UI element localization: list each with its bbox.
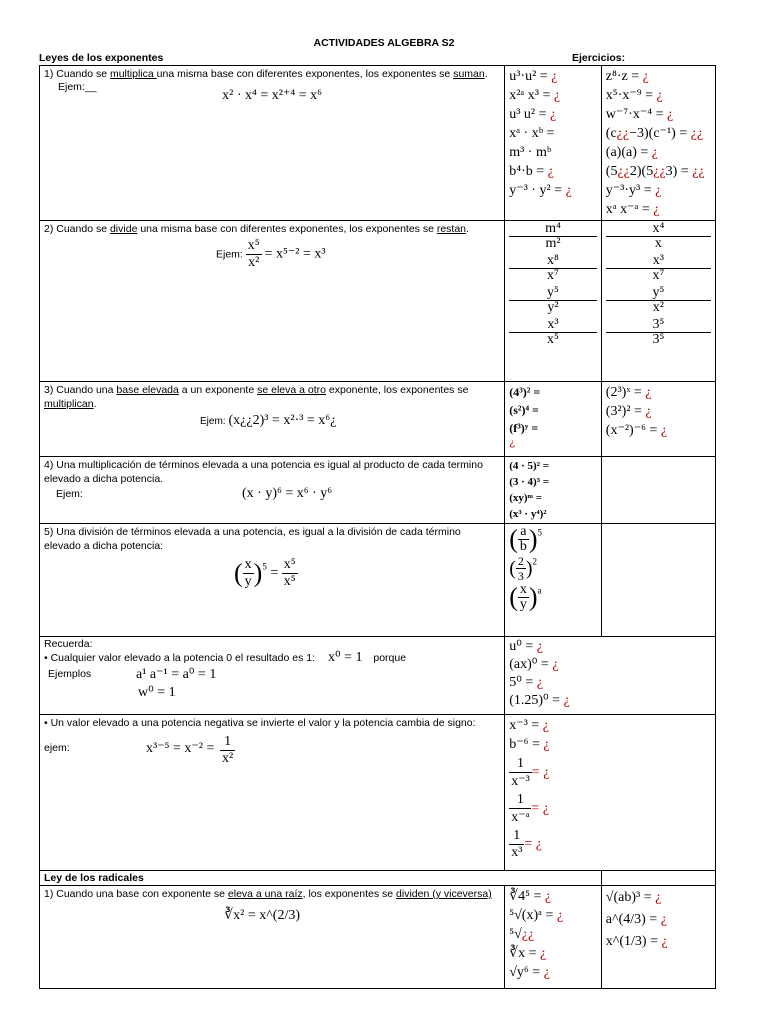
law4-example: Ejem: (x · y)⁶ = x⁶ · y⁶ xyxy=(56,486,333,501)
exercise-item: y⁻³ · y² = ¿ xyxy=(509,183,572,198)
law4-exercises-a xyxy=(505,457,602,524)
exercise-item: (c¿¿−3)(c⁻¹) = ¿¿ xyxy=(605,126,704,141)
exercise-item: (4 · 5)² = xyxy=(509,460,550,472)
exercise-item: b⁻⁶ = ¿ xyxy=(509,737,550,752)
exercise-item: (2³)ˣ = ¿ xyxy=(605,385,652,400)
exercise-item: m³ · mᵇ xyxy=(509,145,552,160)
zero-exponent-rule: • Cualquier valor elevado a la potencia 0 el resultado es 1: x⁰ = 1 porque xyxy=(44,650,407,665)
law2-exercises-b xyxy=(601,221,715,382)
exercise-item: √y⁶ = ¿ xyxy=(509,965,550,980)
exercise-item: ⁵√(x)ᵃ = ¿ xyxy=(509,908,564,923)
exercise-item: (x³ · y⁴)² xyxy=(509,508,547,520)
laws-header: Leyes de los exponentes xyxy=(39,52,164,64)
negative-exponent-rule: • Un valor elevado a una potencia negativa se invierte el valor y la potencia cambia de signo: xyxy=(44,717,476,729)
law4-statement: 4) Una multiplicación de términos elevada a una potencia es igual al producto de cada termino elevado a dicha potencia. xyxy=(44,459,483,485)
exercise-item: x^(1/3) = ¿ xyxy=(605,934,668,949)
exercise-item: (x⁻²)⁻⁶ = ¿ xyxy=(605,423,668,438)
radicals-row xyxy=(40,886,716,989)
law4-row xyxy=(40,457,716,524)
law4-exercises-b xyxy=(601,457,715,524)
law3-exercises-b xyxy=(601,382,715,457)
exercise-fraction: x³ x⁷ xyxy=(606,254,711,283)
zero-exponent-examples: Ejemplos a¹ a⁻¹ = a⁰ = 1 w⁰ = 1 xyxy=(48,667,217,700)
exercise-fraction: x⁸ x⁷ xyxy=(509,254,597,283)
exercise-item: (a)(a) = ¿ xyxy=(605,145,659,160)
negative-exponent-exercises xyxy=(505,715,716,871)
exercises-header: Ejercicios: xyxy=(572,52,626,64)
law3-statement: 3) Cuando una base elevada a un exponente se eleva a otro exponente, los exponentes se multiplican. xyxy=(44,384,469,410)
exercise-item: u³·u² = ¿ xyxy=(509,69,558,84)
law3-cell xyxy=(40,382,505,457)
exercise-fraction: x³ x⁵ xyxy=(509,318,597,347)
law4-example-formula: (x · y)⁶ = x⁶ · y⁶ xyxy=(242,486,333,501)
law5-example: ( $\frac{x}{y}$ )$^5$ = $\frac{\text{x⁵}}{\text{x⁵}}$ xyxy=(234,557,296,589)
law4-cell xyxy=(40,457,505,524)
reminder-title: Recuerda: xyxy=(44,638,93,650)
law2-cell xyxy=(40,221,505,382)
law2-statement: 2) Cuando se divide una misma base con diferentes exponentes, los exponentes se restan. xyxy=(44,223,469,235)
exercise-item: w⁻⁷·x⁻⁴ = ¿ xyxy=(605,107,674,122)
exercise-item: √(ab)³ = ¿ xyxy=(605,890,662,905)
exercise-item: $\frac{1}{\text{x³}}$ = ¿ xyxy=(511,828,543,860)
exercise-item: (1.25)⁰ = ¿ xyxy=(509,693,570,708)
exercise-item: ⁵√¿¿ xyxy=(509,927,535,942)
exercise-item: (5¿¿2)(5¿¿3) = ¿¿ xyxy=(605,164,705,179)
exercise-item: (4³)² = xyxy=(509,385,541,399)
law2-example-label: Ejem: xyxy=(216,248,243,261)
law1-statement: 1) Cuando se multiplica una misma base con diferentes exponentes, los exponentes se suman. xyxy=(44,68,488,80)
exercise-item: ( $\frac{2}{3}$ )$^2$ xyxy=(509,554,538,583)
law5-statement: 5) Una división de términos elevada a una potencia, es igual a la división de cada término elevado a dicha potencia: xyxy=(44,526,461,552)
law1-exercises-a xyxy=(505,66,602,221)
law1-example: x² · x⁴ = x²⁺⁴ = x⁶ xyxy=(222,88,323,103)
law1-example-label: Ejem:__ xyxy=(58,81,97,93)
example-result: = x⁵⁻² = x³ xyxy=(264,246,326,262)
radicals-example: ∛x² = x^(2/3) xyxy=(224,908,300,923)
zero-exponent-exercises xyxy=(505,637,716,715)
exercise-item: (ax)⁰ = ¿ xyxy=(509,657,559,672)
zero-exponent-cell xyxy=(40,637,505,715)
exercise-item: u⁰ = ¿ xyxy=(509,639,543,654)
radicals-statement: 1) Cuando una base con exponente se eleva a una raíz, los exponentes se dividen (y viceversa) xyxy=(44,888,492,900)
law2-exercises-a xyxy=(505,221,602,382)
law3-row xyxy=(40,382,716,457)
exercise-item: (3 · 4)³ = xyxy=(509,476,550,488)
radicals-header-row xyxy=(40,871,716,886)
exercise-item: (f³)ʸ = xyxy=(509,421,539,435)
law2-example xyxy=(44,238,500,271)
exercise-item: u³ u² = ¿ xyxy=(509,107,557,122)
exercise-fraction: y⁵ x² xyxy=(606,286,711,315)
exercise-item: $\frac{1}{\text{x⁻ᵃ}}$ = ¿ xyxy=(511,792,550,825)
exercise-item: ( $\frac{a}{b}$ )$^5$ xyxy=(509,524,543,554)
exercise-item: x²ᵃ x³ = ¿ xyxy=(509,88,561,103)
law5-cell xyxy=(40,524,505,637)
exercise-fraction: x⁴ x xyxy=(606,222,711,251)
exercise-item: ∛4⁵ = ¿ xyxy=(509,889,552,904)
radicals-header-blank xyxy=(601,871,715,886)
law5-exercises-b xyxy=(601,524,715,637)
radicals-exercises-a xyxy=(505,886,602,989)
negative-exponent-cell xyxy=(40,715,505,871)
exercise-fraction: m⁴ m² xyxy=(509,222,597,251)
exercise-item: (3²)² = ¿ xyxy=(605,404,652,419)
exercise-item: xᵃ · xᵇ = xyxy=(509,126,555,141)
exercise-item: x⁻³ = ¿ xyxy=(509,718,549,733)
exercise-item: $\frac{1}{\text{x⁻³}}$ = ¿ xyxy=(511,756,550,789)
exercise-item: (xy)ᵐ = xyxy=(509,492,542,504)
laws-table xyxy=(39,65,716,989)
exercise-item: z⁸·z = ¿ xyxy=(605,69,649,84)
exercise-item: ¿ xyxy=(509,437,516,449)
law3-example-formula: (x¿¿2)³ = x²·³ = x⁶¿ xyxy=(228,413,337,428)
negative-exponent-row xyxy=(40,715,716,871)
negative-exponent-example: ejem: x³⁻⁵ = x⁻² = $\frac{1}{\text{x²}}$ xyxy=(44,734,234,766)
radicals-exercises-b xyxy=(601,886,715,989)
law5-exercises-a xyxy=(505,524,602,637)
zero-exponent-row xyxy=(40,637,716,715)
document-title: ACTIVIDADES ALGEBRA S2 xyxy=(313,37,455,49)
law5-row xyxy=(40,524,716,637)
exercise-item: ∛x = ¿ xyxy=(509,946,547,961)
exercise-fraction: y⁵ y² xyxy=(509,286,597,315)
law2-row xyxy=(40,221,716,382)
exercise-fraction: 3⁵ 3⁵ xyxy=(606,318,711,347)
example-fraction: $\frac{\text{x⁵}}{\text{x²}}$ xyxy=(247,238,260,270)
example-fraction: $\frac{1}{\text{x²}}$ xyxy=(222,734,234,766)
exercise-item: ( $\frac{x}{y}$ )$^a$ xyxy=(509,582,542,612)
law3-exercises-a xyxy=(505,382,602,457)
exercise-item: 5⁰ = ¿ xyxy=(509,675,543,690)
law1-exercises-b xyxy=(601,66,715,221)
radicals-cell xyxy=(40,886,505,989)
law3-example: Ejem: (x¿¿2)³ = x²·³ = x⁶¿ xyxy=(200,413,337,428)
exercise-item: x⁵·x⁻⁹ = ¿ xyxy=(605,88,663,103)
exercise-item: y⁻³·y³ = ¿ xyxy=(605,183,662,198)
example-fraction: $\frac{\text{x⁵}}{\text{x⁵}}$ xyxy=(283,557,296,589)
law1-cell xyxy=(40,66,505,221)
exercise-item: b⁴·b = ¿ xyxy=(509,164,554,179)
exercise-item: a^(4/3) = ¿ xyxy=(605,912,667,927)
radicals-header: Ley de los radicales xyxy=(40,871,602,886)
example-fraction: $\frac{x}{y}$ xyxy=(244,557,252,589)
law1-row xyxy=(40,66,716,221)
exercise-item: xᵃ x⁻ᵃ = ¿ xyxy=(605,202,660,217)
exercise-item: (s²)⁴ = xyxy=(509,403,539,417)
